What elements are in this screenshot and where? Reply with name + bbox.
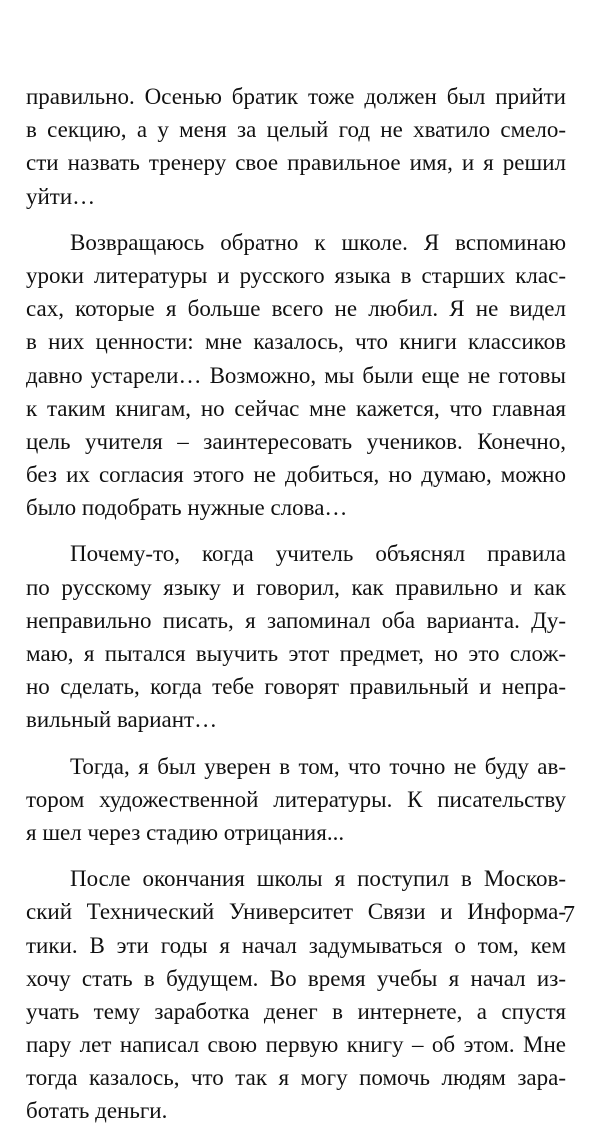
text-line: вильный вариант…	[26, 707, 218, 733]
text-line: в секцию, а у меня за целый год не хватило смело-	[26, 117, 566, 143]
text-line: маю, я пытался выучить этот предмет, но это слож-	[26, 641, 566, 666]
text-line: цель учителя – заинтересовать учеников. Конечно,	[26, 428, 566, 454]
text-line: тогда казалось, что так я могу помочь людям зара-	[26, 1065, 566, 1091]
text-line: ский Технический Университет Связи и Информа-	[26, 899, 566, 925]
text-line: сах, которые я больше всего не любил. Я не видел	[26, 296, 566, 322]
text-line: Возвращаюсь обратно к школе. Я вспоминаю	[70, 229, 566, 255]
text-line: пару лет написал свою первую книгу – об этом. Мне	[26, 1032, 566, 1058]
text-line: Тогда, я был уверен в том, что точно не буду ав-	[70, 753, 566, 779]
text-line: тики. В эти годы я начал задумываться о том, кем	[26, 932, 566, 958]
text-line: было подобрать нужные слова…	[26, 495, 348, 521]
body-text	[26, 80, 566, 1141]
paragraph	[26, 226, 566, 525]
paragraph	[26, 537, 566, 736]
text-line: правильно. Осенью братик тоже должен был прийти	[26, 84, 566, 109]
text-line: по русскому языку и говорил, как правильно и как	[26, 574, 566, 600]
text-line: в них ценности: мне казалось, что книги классиков	[26, 329, 566, 355]
text-line: давно устарели… Возможно, мы были еще не готовы	[26, 362, 566, 388]
paragraph	[26, 862, 566, 1128]
paragraph	[26, 80, 566, 213]
text-line: без их согласия этого не добиться, но думаю, можно	[26, 462, 566, 488]
text-line: уйти…	[26, 183, 96, 209]
text-line: После окончания школы я поступил в Москов-	[70, 866, 566, 892]
text-line: уроки литературы и русского языка в старших клас-	[26, 262, 566, 288]
text-line: к таким книгам, но сейчас мне кажется, что главная	[26, 395, 566, 421]
text-line: неправильно писать, я запоминал оба варианта. Ду-	[26, 607, 566, 633]
text-line: сти назвать тренеру свое правильное имя, и я решил	[26, 150, 566, 176]
text-line: но сделать, когда тебе говорят правильный и непра-	[26, 674, 566, 700]
text-line: хочу стать в будущем. Во время учебы я начал из-	[26, 965, 566, 991]
page-number: 7	[563, 902, 575, 928]
text-line: я шел через стадию отрицания...	[26, 819, 345, 845]
text-line: учать тему заработка денег в интернете, а спустя	[26, 998, 566, 1024]
text-line: Почему-то, когда учитель объяснял правила	[70, 541, 566, 567]
paragraph	[26, 750, 566, 850]
text-line: ботать деньги.	[26, 1098, 168, 1124]
text-line: тором художественной литературы. К писательству	[26, 786, 566, 812]
